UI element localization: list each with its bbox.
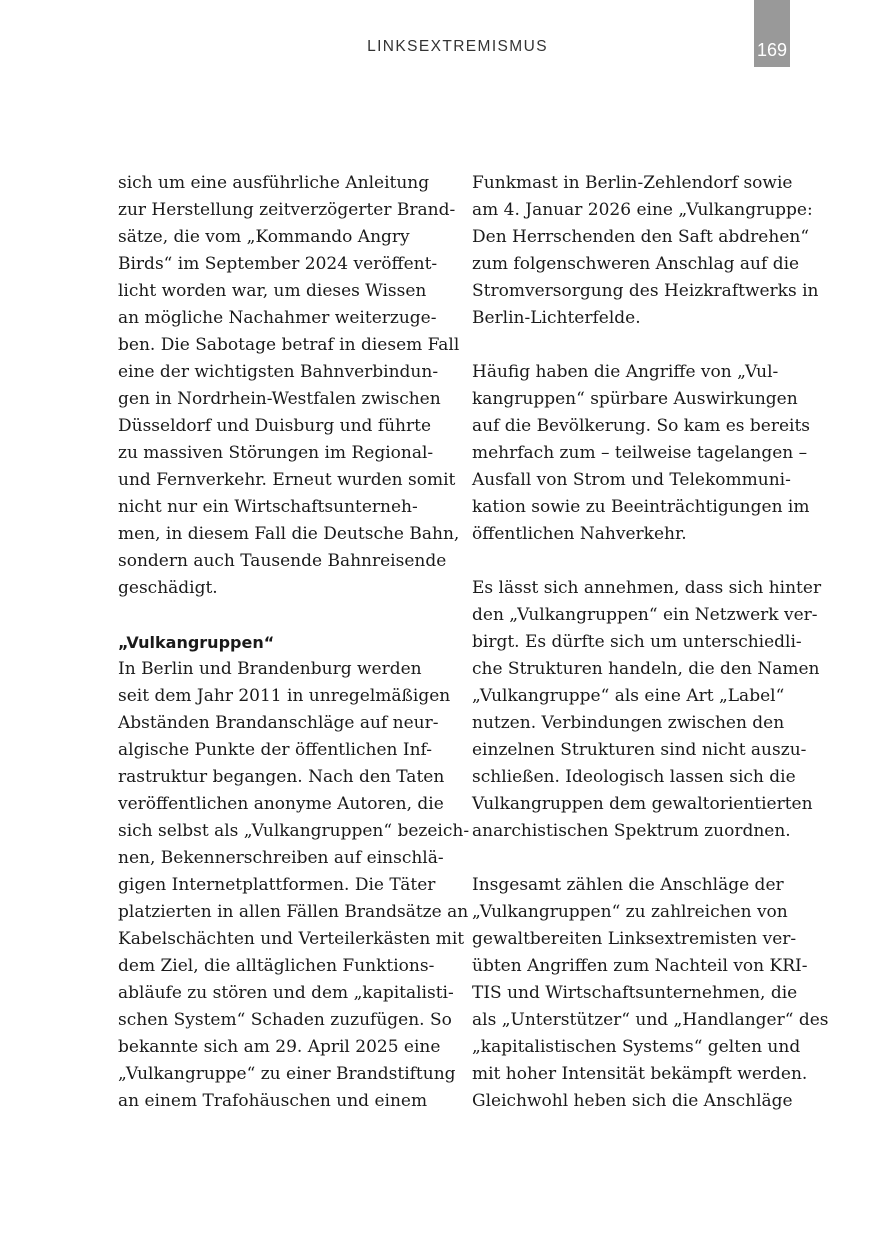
text-line: an mögliche Nachahmer weiterzuge- (118, 308, 437, 328)
text-line: übten Angriffen zum Nachteil von KRI- (472, 956, 808, 976)
section-heading: „Vulkangruppen“ (118, 633, 275, 652)
text-line: geschädigt. (118, 578, 218, 598)
text-line: Funkmast in Berlin-Zehlendorf sowie (472, 173, 793, 193)
text-line: men, in diesem Fall die Deutsche Bahn, (118, 524, 460, 544)
text-line: den „Vulkangruppen“ ein Netzwerk ver- (472, 605, 818, 625)
text-line: abläufe zu stören und dem „kapitalisti- (118, 983, 454, 1003)
text-line: nutzen. Verbindungen zwischen den (472, 713, 785, 733)
text-line: sätze, die vom „Kommando Angry (118, 227, 410, 247)
text-line: rastruktur begangen. Nach den Taten (118, 767, 445, 787)
text-line: gen in Nordrhein-Westfalen zwischen (118, 389, 441, 409)
text-line: Abständen Brandanschläge auf neur- (118, 713, 439, 733)
text-line: zu massiven Störungen im Regional- (118, 443, 434, 463)
text-line: schließen. Ideologisch lassen sich die (472, 767, 796, 787)
text-line: sich selbst als „Vulkangruppen“ bezeich- (118, 821, 470, 841)
text-line: mehrfach zum – teilweise tagelangen – (472, 443, 808, 463)
text-line: öffentlichen Nahverkehr. (472, 524, 687, 544)
text-line: an einem Trafohäuschen und einem (118, 1091, 428, 1111)
text-line: „Vulkangruppen“ zu zahlreichen von (472, 902, 788, 922)
text-line: anarchistischen Spektrum zuordnen. (472, 821, 791, 841)
paragraph-spacer (472, 845, 802, 872)
text-line: licht worden war, um dieses Wissen (118, 281, 427, 301)
text-line: zum folgenschweren Anschlag auf die (472, 254, 800, 274)
paragraph-spacer (472, 332, 802, 359)
text-line: „Vulkangruppe“ als eine Art „Label“ (472, 686, 785, 706)
text-line: schen System“ Schaden zuzufügen. So (118, 1010, 452, 1030)
text-line: che Strukturen handeln, die den Namen (472, 659, 820, 679)
text-line: und Fernverkehr. Erneut wurden somit (118, 470, 456, 490)
text-line: kangruppen“ spürbare Auswirkungen (472, 389, 798, 409)
paragraph-spacer (472, 548, 802, 575)
page-number (754, 0, 790, 67)
text-line: Ausfall von Strom und Telekommuni- (472, 470, 791, 490)
text-line: sich um eine ausführliche Anleitung (118, 173, 430, 193)
text-line: Kabelschächten und Verteilerkästen mit (118, 929, 465, 949)
text-line: In Berlin und Brandenburg werden (118, 659, 422, 679)
text-line: ben. Die Sabotage betraf in diesem Fall (118, 335, 460, 355)
text-line: sondern auch Tausende Bahnreisende (118, 551, 447, 571)
text-line: nicht nur ein Wirtschaftsunterneh- (118, 497, 418, 517)
text-line: seit dem Jahr 2011 in unregelmäßigen (118, 686, 451, 706)
text-line: mit hoher Intensität bekämpft werden. (472, 1064, 808, 1084)
text-line: gigen Internetplattformen. Die Täter (118, 875, 436, 895)
text-line: Birds“ im September 2024 veröffent- (118, 254, 438, 274)
text-line: gewaltbereiten Linksextremisten ver- (472, 929, 797, 949)
left-column (118, 170, 470, 1115)
text-line: Stromversorgung des Heizkraftwerks in (472, 281, 819, 301)
text-line: zur Herstellung zeitverzögerter Brand- (118, 200, 456, 220)
text-line: Häufig haben die Angriffe von „Vul- (472, 362, 779, 382)
text-line: dem Ziel, die alltäglichen Funktions- (118, 956, 435, 976)
text-line: algische Punkte der öffentlichen Inf- (118, 740, 432, 760)
text-line: einzelnen Strukturen sind nicht auszu- (472, 740, 807, 760)
page-number-label: 169 (756, 40, 788, 60)
running-title: LINKSEXTREMISMUS (367, 38, 548, 55)
text-line: veröffentlichen anonyme Autoren, die (118, 794, 444, 814)
text-line: „kapitalistischen Systems“ gelten und (472, 1037, 801, 1057)
text-line: Es lässt sich annehmen, dass sich hinter (472, 578, 822, 598)
text-line: TIS und Wirtschaftsunternehmen, die (472, 983, 798, 1003)
text-line: „Vulkangruppe“ zu einer Brandstiftung (118, 1064, 456, 1084)
text-line: birgt. Es dürfte sich um unterschiedli- (472, 632, 802, 652)
text-line: als „Unterstützer“ und „Handlanger“ des (472, 1010, 829, 1030)
text-line: Berlin-Lichterfelde. (472, 308, 641, 328)
text-line: auf die Bevölkerung. So kam es bereits (472, 416, 811, 436)
text-line: Den Herrschenden den Saft abdrehen“ (472, 227, 810, 247)
text-line: Vulkangruppen dem gewaltorientierten (472, 794, 813, 814)
paragraph-spacer (118, 602, 448, 629)
text-line: kation sowie zu Beeinträchtigungen im (472, 497, 810, 517)
right-column (472, 170, 829, 1115)
text-line: platzierten in allen Fällen Brandsätze an (118, 902, 469, 922)
text-line: Düsseldorf und Duisburg und führte (118, 416, 432, 436)
text-line: am 4. Januar 2026 eine „Vulkangruppe: (472, 200, 813, 220)
text-line: eine der wichtigsten Bahnverbindun- (118, 362, 439, 382)
text-line: bekannte sich am 29. April 2025 eine (118, 1037, 441, 1057)
text-line: nen, Bekennerschreiben auf einschlä- (118, 848, 444, 868)
text-line: Insgesamt zählen die Anschläge der (472, 875, 784, 895)
text-line: Gleichwohl heben sich die Anschläge (472, 1091, 793, 1111)
